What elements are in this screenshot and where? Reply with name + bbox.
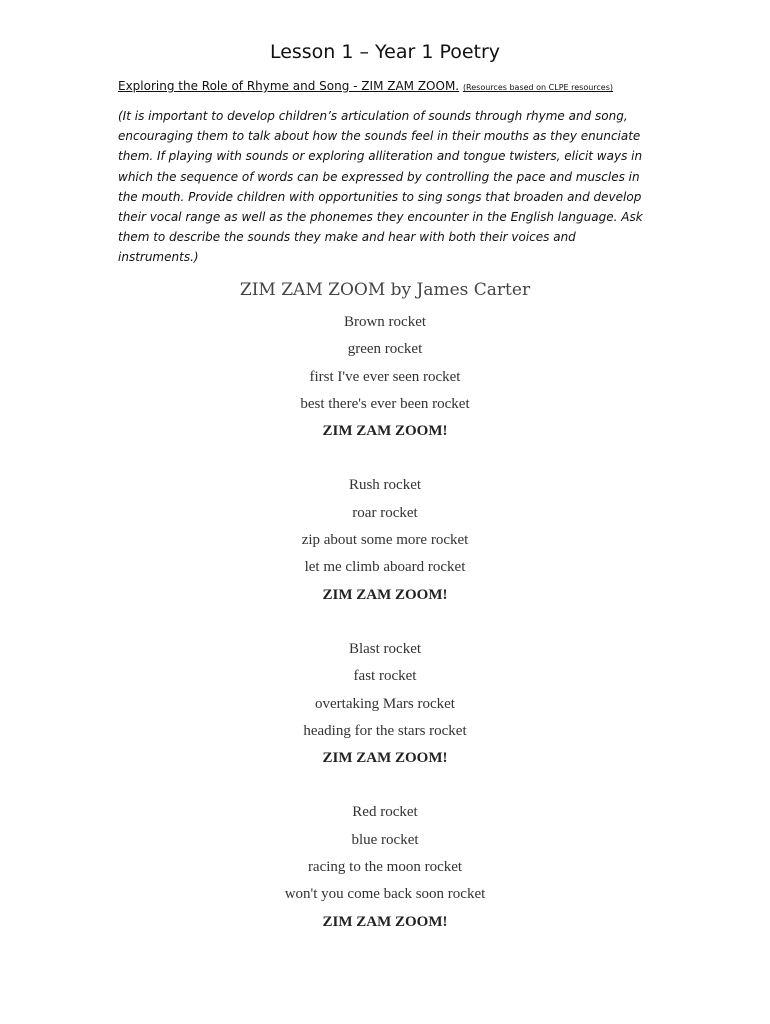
poem-refrain: ZIM ZAM ZOOM!	[322, 913, 448, 930]
poem-line: roar rocket	[352, 504, 418, 521]
subtitle-text: Exploring the Role of Rhyme and Song - ZIM ZAM ZOOM.	[118, 79, 460, 93]
poem-line: green rocket	[347, 341, 423, 358]
poem-line: racing to the moon rocket	[307, 859, 463, 876]
intro-line: (It is important to develop children’s articulation of sounds through rhyme and song,	[118, 109, 628, 123]
poem-line: Brown rocket	[343, 314, 427, 330]
poem-line: best there's ever been rocket	[300, 395, 470, 412]
poem-line: Blast rocket	[348, 640, 422, 657]
poem-body	[0, 309, 770, 963]
poem-stanza-1	[0, 309, 770, 445]
poem-line: first I've ever seen rocket	[309, 368, 461, 385]
poem-refrain: ZIM ZAM ZOOM!	[322, 423, 448, 440]
intro-line: them to describe the sounds they make and hear with both their voices and	[118, 230, 576, 245]
intro-line: encouraging them to talk about how the sounds feel in their mouths as they enunciate	[118, 129, 641, 144]
page-title: Lesson 1 – Year 1 Poetry	[269, 41, 501, 63]
poem-line: Red rocket	[352, 804, 418, 821]
poem-stanza-3	[0, 636, 770, 772]
poem-line: let me climb aboard rocket	[304, 559, 466, 576]
poem-refrain: ZIM ZAM ZOOM!	[322, 586, 448, 603]
intro-paragraph	[118, 106, 658, 268]
poem-line: Rush rocket	[348, 477, 422, 494]
intro-line: which the sequence of words can be expressed by controlling the pace and muscles in	[118, 169, 640, 184]
poem-line: fast rocket	[353, 668, 417, 685]
poem-line: heading for the stars rocket	[303, 722, 467, 739]
poem-stanza-2	[0, 472, 770, 608]
poem-line: won't you come back soon rocket	[284, 886, 486, 903]
poem-refrain: ZIM ZAM ZOOM!	[322, 750, 448, 767]
poem-line: overtaking Mars rocket	[315, 695, 455, 712]
intro-line: instruments.)	[118, 250, 199, 265]
lesson-subtitle	[118, 77, 678, 97]
intro-line: them. If playing with sounds or exploring alliteration and tongue twisters, elicit ways in	[118, 149, 643, 164]
subtitle-resource-note: (Resources based on CLPE resources)	[462, 83, 614, 92]
poem-title: ZIM ZAM ZOOM by James Carter	[239, 280, 531, 300]
intro-line: the mouth. Provide children with opportunities to sing songs that broaden and develop	[118, 189, 642, 204]
intro-line: their vocal range as well as the phonemes they encounter in the English language. Ask	[118, 210, 643, 225]
poem-line: blue rocket	[351, 831, 419, 848]
poem-stanza-4	[0, 799, 770, 935]
poem-line: zip about some more rocket	[301, 532, 469, 549]
